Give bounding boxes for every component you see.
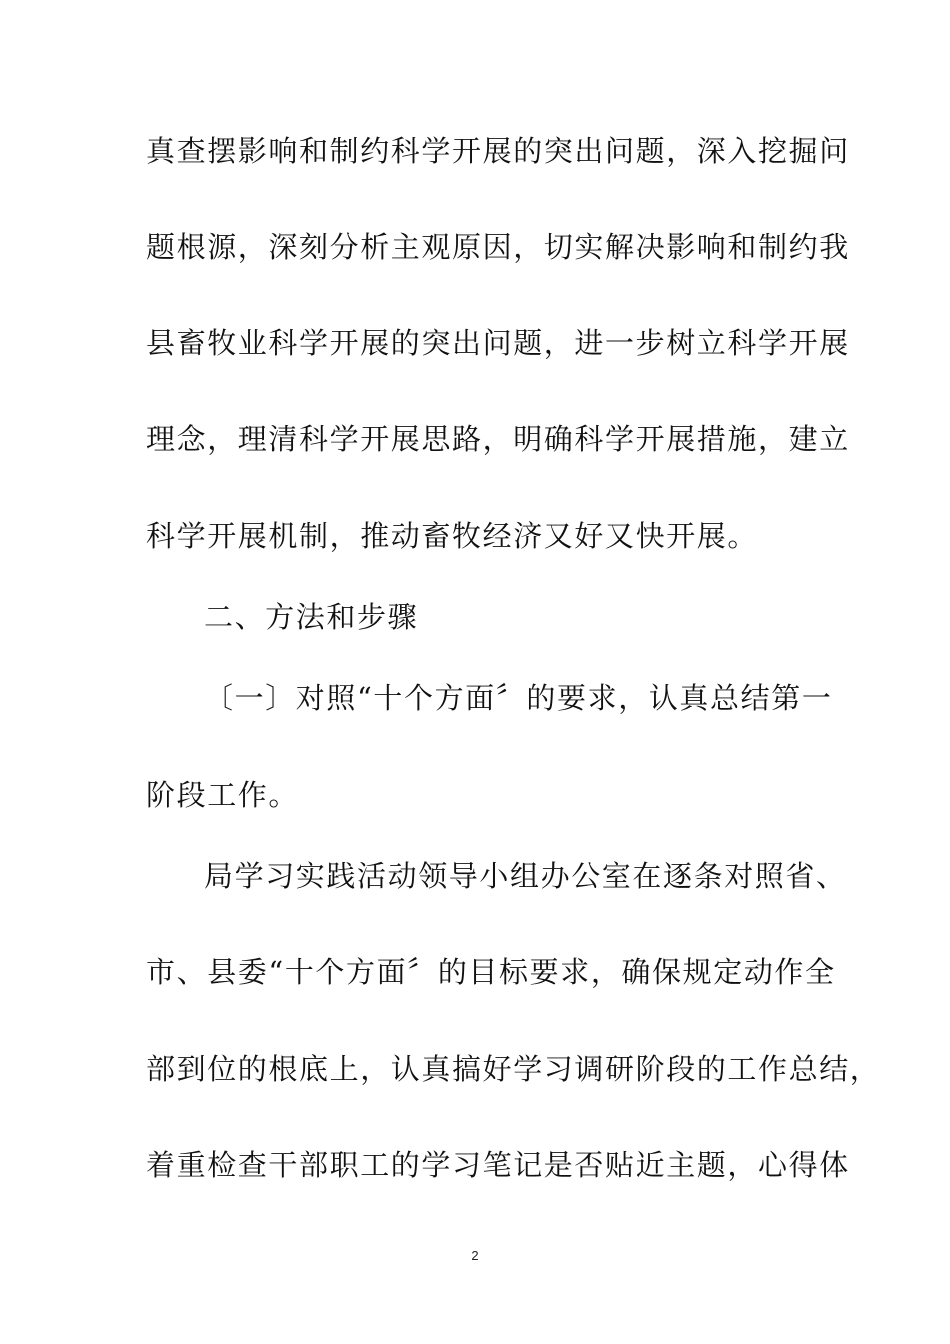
text-line-5: 科学开展机制，推动畜牧经济又好又快开展。 xyxy=(146,519,759,553)
text-line-2: 题根源，深刻分析主观原因，切实解决影响和制约我 xyxy=(146,230,850,264)
text-line-1: 真查摆影响和制约科学开展的突出问题，深入挖掘问 xyxy=(146,134,850,168)
subsection-heading-line-1: 〔一〕对照“十个方面〞的要求，认真总结第一 xyxy=(204,681,833,715)
section-heading: 二、方法和步骤 xyxy=(204,600,419,634)
page-number: 2 xyxy=(471,1248,479,1263)
text-line-4: 理念，理清科学开展思路，明确科学开展措施，建立 xyxy=(146,422,850,456)
paragraph-line-2: 市、县委“十个方面〞的目标要求，确保规定动作全 xyxy=(146,955,836,989)
paragraph-line-4: 着重检查干部职工的学习笔记是否贴近主题，心得体 xyxy=(146,1148,850,1182)
paragraph-line-3: 部到位的根底上，认真搞好学习调研阶段的工作总结， xyxy=(146,1052,881,1086)
paragraph-line-1: 局学习实践活动领导小组办公室在逐条对照省、 xyxy=(204,859,847,893)
text-line-3: 县畜牧业科学开展的突出问题，进一步树立科学开展 xyxy=(146,326,850,360)
subsection-heading-line-2: 阶段工作。 xyxy=(146,778,300,812)
